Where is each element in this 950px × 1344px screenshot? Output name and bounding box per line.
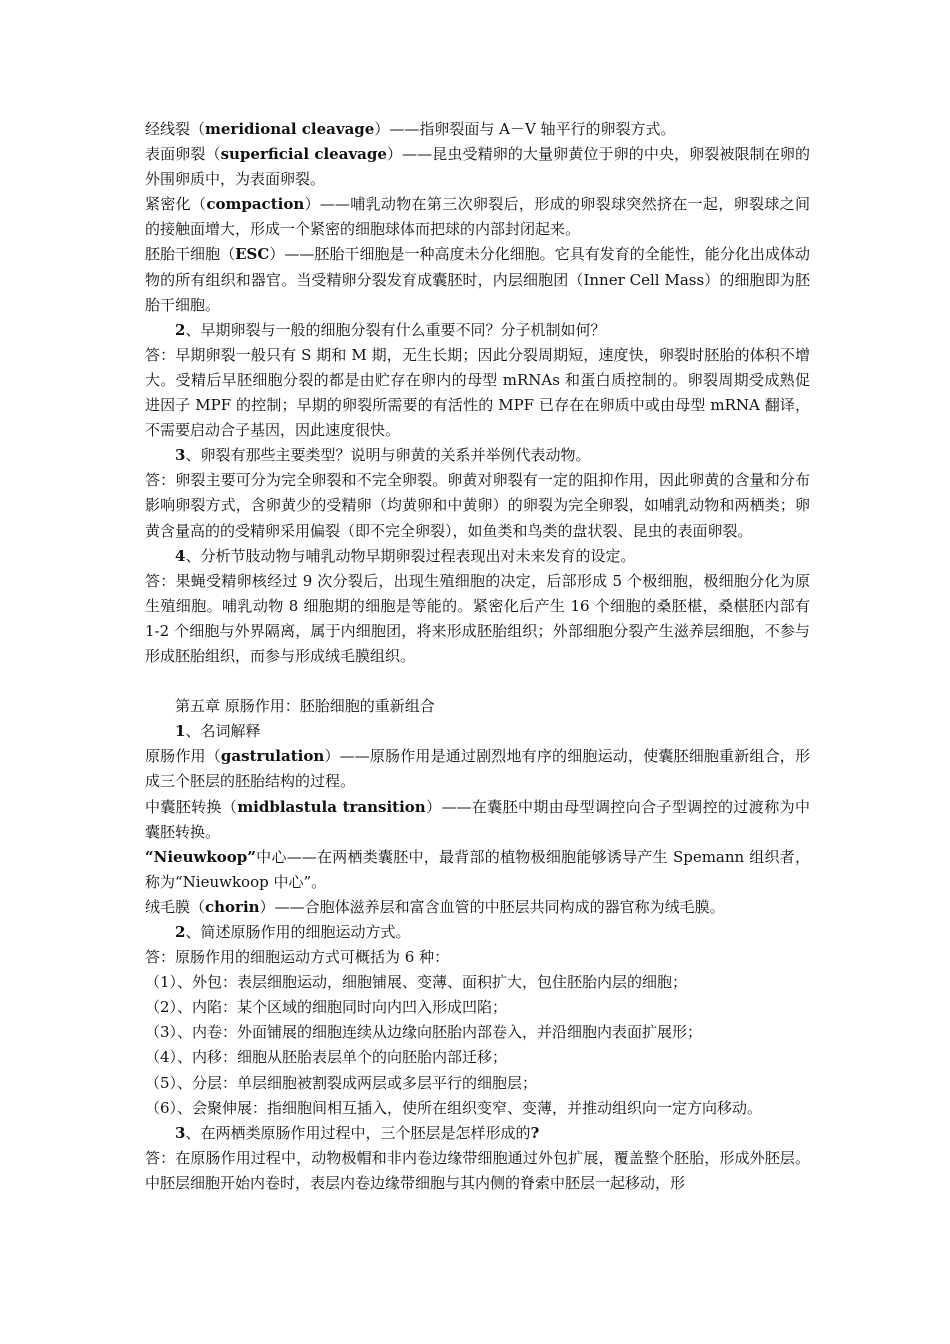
term-nieuwkoop-center: [145, 845, 810, 895]
term-chorion: [145, 895, 810, 920]
list-item: （2）、内陷：某个区域的细胞同时向内凹入形成凹陷；: [145, 998, 508, 1017]
chapter5-answer-3: 答：在原肠作用过程中，动物极帽和非内卷边缘带细胞通过外包扩展，覆盖整个胚胎，形成外胚层。中胚层细胞开始内卷时，表层内卷边缘带细胞与其内侧的脊索中胚层一起移动，形: [145, 1148, 810, 1192]
term-cn: 经线裂（: [145, 120, 206, 138]
term-cn: 绒毛膜（: [145, 897, 206, 916]
term-cn: 中囊胚转换（: [145, 797, 238, 816]
term-definition: ）——指卵裂面与 A－V 轴平行的卵裂方式。: [374, 120, 676, 138]
list-item: （6）、会聚伸展：指细胞间相互插入，使所在组织变窄、变薄，并推动组织向一定方向移动。: [145, 1098, 763, 1117]
term-en: superficial cleavage: [220, 145, 387, 164]
term-definition: ）——胚胎干细胞是一种高度未分化细胞。它具有发育的全能性，能分化出成体动物的所有组织和器官。当受精卵分裂发育成囊胚时，内层细胞团（Inner Cell Mass）的细胞即为胚胎干细胞。: [145, 245, 810, 314]
term-en: chorin: [205, 897, 260, 916]
question-text: 、分析节肢动物与哺乳动物早期卵裂过程表现出对未来发育的设定。: [185, 546, 636, 565]
question-4: [145, 544, 810, 569]
list-item: （4）、内移：细胞从胚胎表层单个的向胚胎内部迁移；: [145, 1048, 508, 1067]
question-text: 、早期卵裂与一般的细胞分裂有什么重要不同？分子机制如何？: [185, 320, 606, 339]
term-cn: 原肠作用（: [145, 747, 221, 766]
chapter5-question-2: [145, 920, 810, 945]
term-en: midblastula transition: [237, 797, 426, 816]
term-definition: ）——合胞体滋养层和富含血管的中胚层共同构成的器官称为绒毛膜。: [259, 897, 725, 916]
term-meridional-cleavage: [145, 117, 810, 142]
list-item: （3）、内卷：外面铺展的细胞连续从边缘向胚胎内部卷入，并沿细胞内表面扩展形；: [145, 1023, 703, 1042]
term-cn: 紧密化（: [145, 195, 207, 214]
chapter5-question-3: [145, 1121, 810, 1146]
question-number: 1: [175, 722, 186, 741]
term-en: compaction: [206, 195, 305, 214]
term-midblastula-transition: [145, 795, 810, 845]
question-number: 3: [175, 1123, 186, 1142]
list-item: （1）、外包：表层细胞运动，细胞铺展、变薄、面积扩大，包住胚胎内层的细胞；: [145, 973, 688, 992]
term-en: meridional cleavage: [205, 120, 375, 138]
term-compaction: [145, 192, 810, 242]
question-number: 3: [175, 446, 186, 465]
term-en: ESC: [235, 245, 270, 264]
question-text: 、卵裂有那些主要类型？说明与卵黄的关系并举例代表动物。: [185, 446, 591, 465]
question-3: [145, 443, 810, 468]
question-number: 2: [175, 320, 186, 339]
chapter5-answer-2-intro: 答：原肠作用的细胞运动方式可概括为 6 种：: [145, 948, 450, 967]
question-text: 、名词解释: [185, 722, 261, 741]
document-body: [145, 117, 810, 1196]
term-definition: ）——哺乳动物在第三次卵裂后，形成的卵裂球突然挤在一起，卵裂球之间的接触面增大，形成一个紧密的细胞球体而把球的内部封闭起来。: [145, 195, 810, 239]
chapter5-item-1: [145, 719, 810, 744]
term-en: “Nieuwkoop”: [145, 847, 256, 866]
term-definition: ）——原肠作用是通过剧烈地有序的细胞运动，使囊胚细胞重新组合，形成三个胚层的胚胎结构的过程。: [145, 747, 810, 791]
answer-4: 答：果蝇受精卵核经过 9 次分裂后，出现生殖细胞的决定，后部形成 5 个极细胞，极细胞分化为原生殖细胞。哺乳动物 8 细胞期的细胞是等能的。紧密化后产生 16 个细胞的桑胚椹，桑椹胚内部有 1-2 个细胞与外界隔离，属于内细胞团，将来形成胚胎组织；外部细胞分裂产生滋养层细胞，不参与形成胚胎组织，而参与形成绒毛膜组织。: [145, 571, 810, 665]
question-mark: ?: [530, 1123, 540, 1142]
term-cn: 胚胎干细胞（: [145, 245, 236, 264]
question-number: 4: [175, 546, 186, 565]
term-en: gastrulation: [220, 747, 325, 766]
term-definition: ）——昆虫受精卵的大量卵黄位于卵的中央，卵裂被限制在卵的外围卵质中，为表面卵裂。: [145, 145, 810, 189]
question-text: 、在两栖类原肠作用过程中，三个胚层是怎样形成的: [185, 1123, 531, 1142]
question-2: [145, 318, 810, 343]
term-esc: [145, 242, 810, 317]
blank-line: [145, 669, 810, 694]
answer-2: 答：早期卵裂一般只有 S 期和 M 期，无生长期；因此分裂周期短，速度快，卵裂时胚胎的体积不增大。受精后早胚细胞分裂的都是由贮存在卵内的母型 mRNAs 和蛋白质控制的。卵裂周期受成熟促进因子 MPF 的控制；早期的卵裂所需要的有活性的 MPF 已存在在卵质中或由母型 mRNA 翻译，不需要启动合子基因，因此速度很快。: [145, 345, 810, 440]
list-item: （5）、分层：单层细胞被割裂成两层或多层平行的细胞层；: [145, 1073, 538, 1092]
term-superficial-cleavage: [145, 142, 810, 192]
term-definition: ）——在囊胚中期由母型调控向合子型调控的过渡称为中囊胚转换。: [145, 797, 810, 841]
term-cn: 表面卵裂（: [145, 145, 221, 164]
term-definition: 中心——在两栖类囊胚中，最背部的植物极细胞能够诱导产生 Spemann 组织者，称为“Nieuwkoop 中心”。: [145, 847, 810, 891]
question-text: 、简述原肠作用的细胞运动方式。: [185, 923, 411, 941]
term-gastrulation: [145, 744, 810, 794]
chapter-title: 第五章 原肠作用：胚胎细胞的重新组合: [175, 697, 435, 716]
question-number: 2: [175, 923, 186, 941]
answer-3: 答：卵裂主要可分为完全卵裂和不完全卵裂。卵黄对卵裂有一定的阻抑作用，因此卵黄的含量和分布影响卵裂方式，含卵黄少的受精卵（均黄卵和中黄卵）的卵裂为完全卵裂，如哺乳动物和两栖类；卵黄含量高的的受精卵采用偏裂（即不完全卵裂），如鱼类和鸟类的盘状裂、昆虫的表面卵裂。: [145, 471, 810, 540]
